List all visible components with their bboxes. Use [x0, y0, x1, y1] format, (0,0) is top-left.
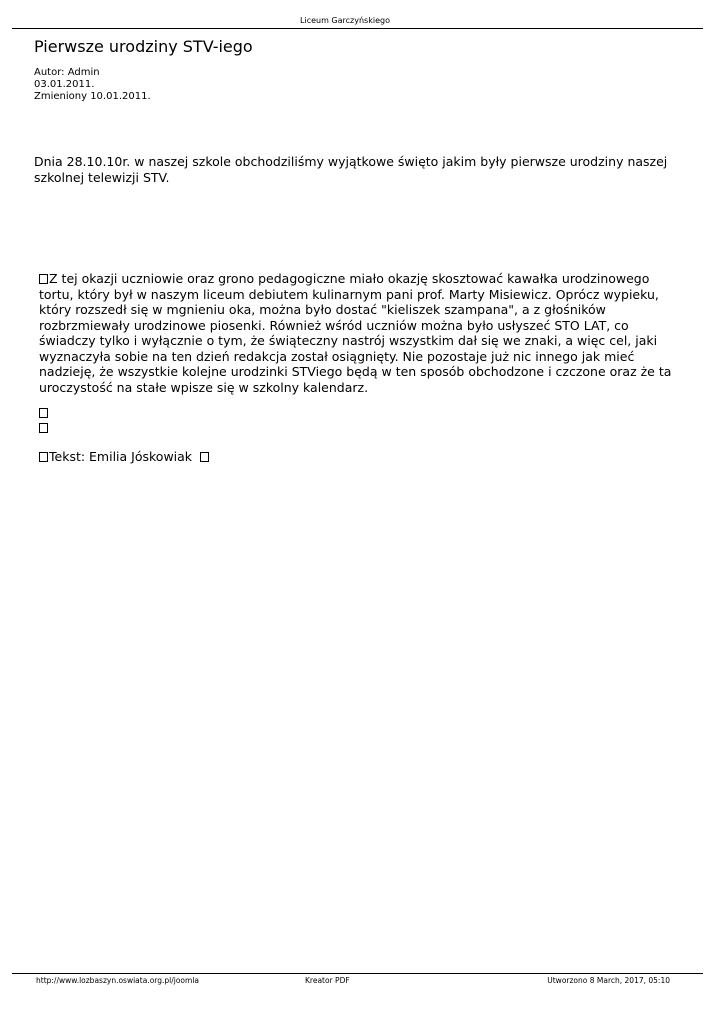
article-credit: [39, 449, 209, 464]
credit-text: Tekst: Emilia Jóskowiak: [49, 449, 193, 464]
missing-glyph-icon: [39, 423, 48, 433]
footer-created-date: Utworzono 8 March, 2017, 05:10: [547, 976, 670, 985]
footer-generator: Kreator PDF: [305, 976, 350, 985]
author-line: Autor: Admin: [34, 67, 100, 78]
missing-glyph-icon: [200, 452, 209, 462]
missing-glyph-icon: [39, 274, 48, 284]
empty-lines: [39, 405, 49, 435]
date-modified: Zmieniony 10.01.2011.: [34, 91, 151, 102]
article-title: Pierwsze urodziny STV-iego: [34, 37, 253, 56]
footer-url: http://www.lozbaszyn.oswiata.org.pl/joomla: [36, 976, 199, 985]
header-site-name: Liceum Garczyńskiego: [300, 16, 390, 25]
article-meta: [34, 67, 151, 103]
article-paragraph-body: [39, 271, 684, 395]
date-created: 03.01.2011.: [34, 79, 95, 90]
header-divider: [12, 28, 703, 29]
paragraph-body-text: Z tej okazji uczniowie oraz grono pedagogiczne miało okazję skosztować kawałka urodzinowego tortu, który był w naszym liceum debiutem kulinarnym pani prof. Marty Misiewicz. Oprócz wypieku, który rozszedł się w mgnieniu oka, można było dostać "kieliszek szampana", a z głośników rozbrzmiewały urodzinowe piosenki. Również wśród uczniów można było usłyszeć STO LAT, co świadczy tylko i wyłącznie o tym, że świąteczny nastrój wszystkim dał się we znaki, a więc cel, jaki wyznaczyła sobie na ten dzień redakcja został osiągnięty. Nie pozostaje już nic innego jak mieć nadzieję, że wszystkie kolejne urodzinki STViego będą w ten sposób obchodzone i czczone oraz że ta uroczystość na stałe wpisze się w szkolny kalendarz.: [39, 271, 672, 395]
missing-glyph-icon: [39, 452, 48, 462]
article-paragraph-intro: Dnia 28.10.10r. w naszej szkole obchodziliśmy wyjątkowe święto jakim były pierwsze urodziny naszej szkolnej telewizji STV.: [34, 154, 668, 185]
missing-glyph-icon: [39, 408, 48, 418]
footer-divider: [12, 973, 703, 974]
